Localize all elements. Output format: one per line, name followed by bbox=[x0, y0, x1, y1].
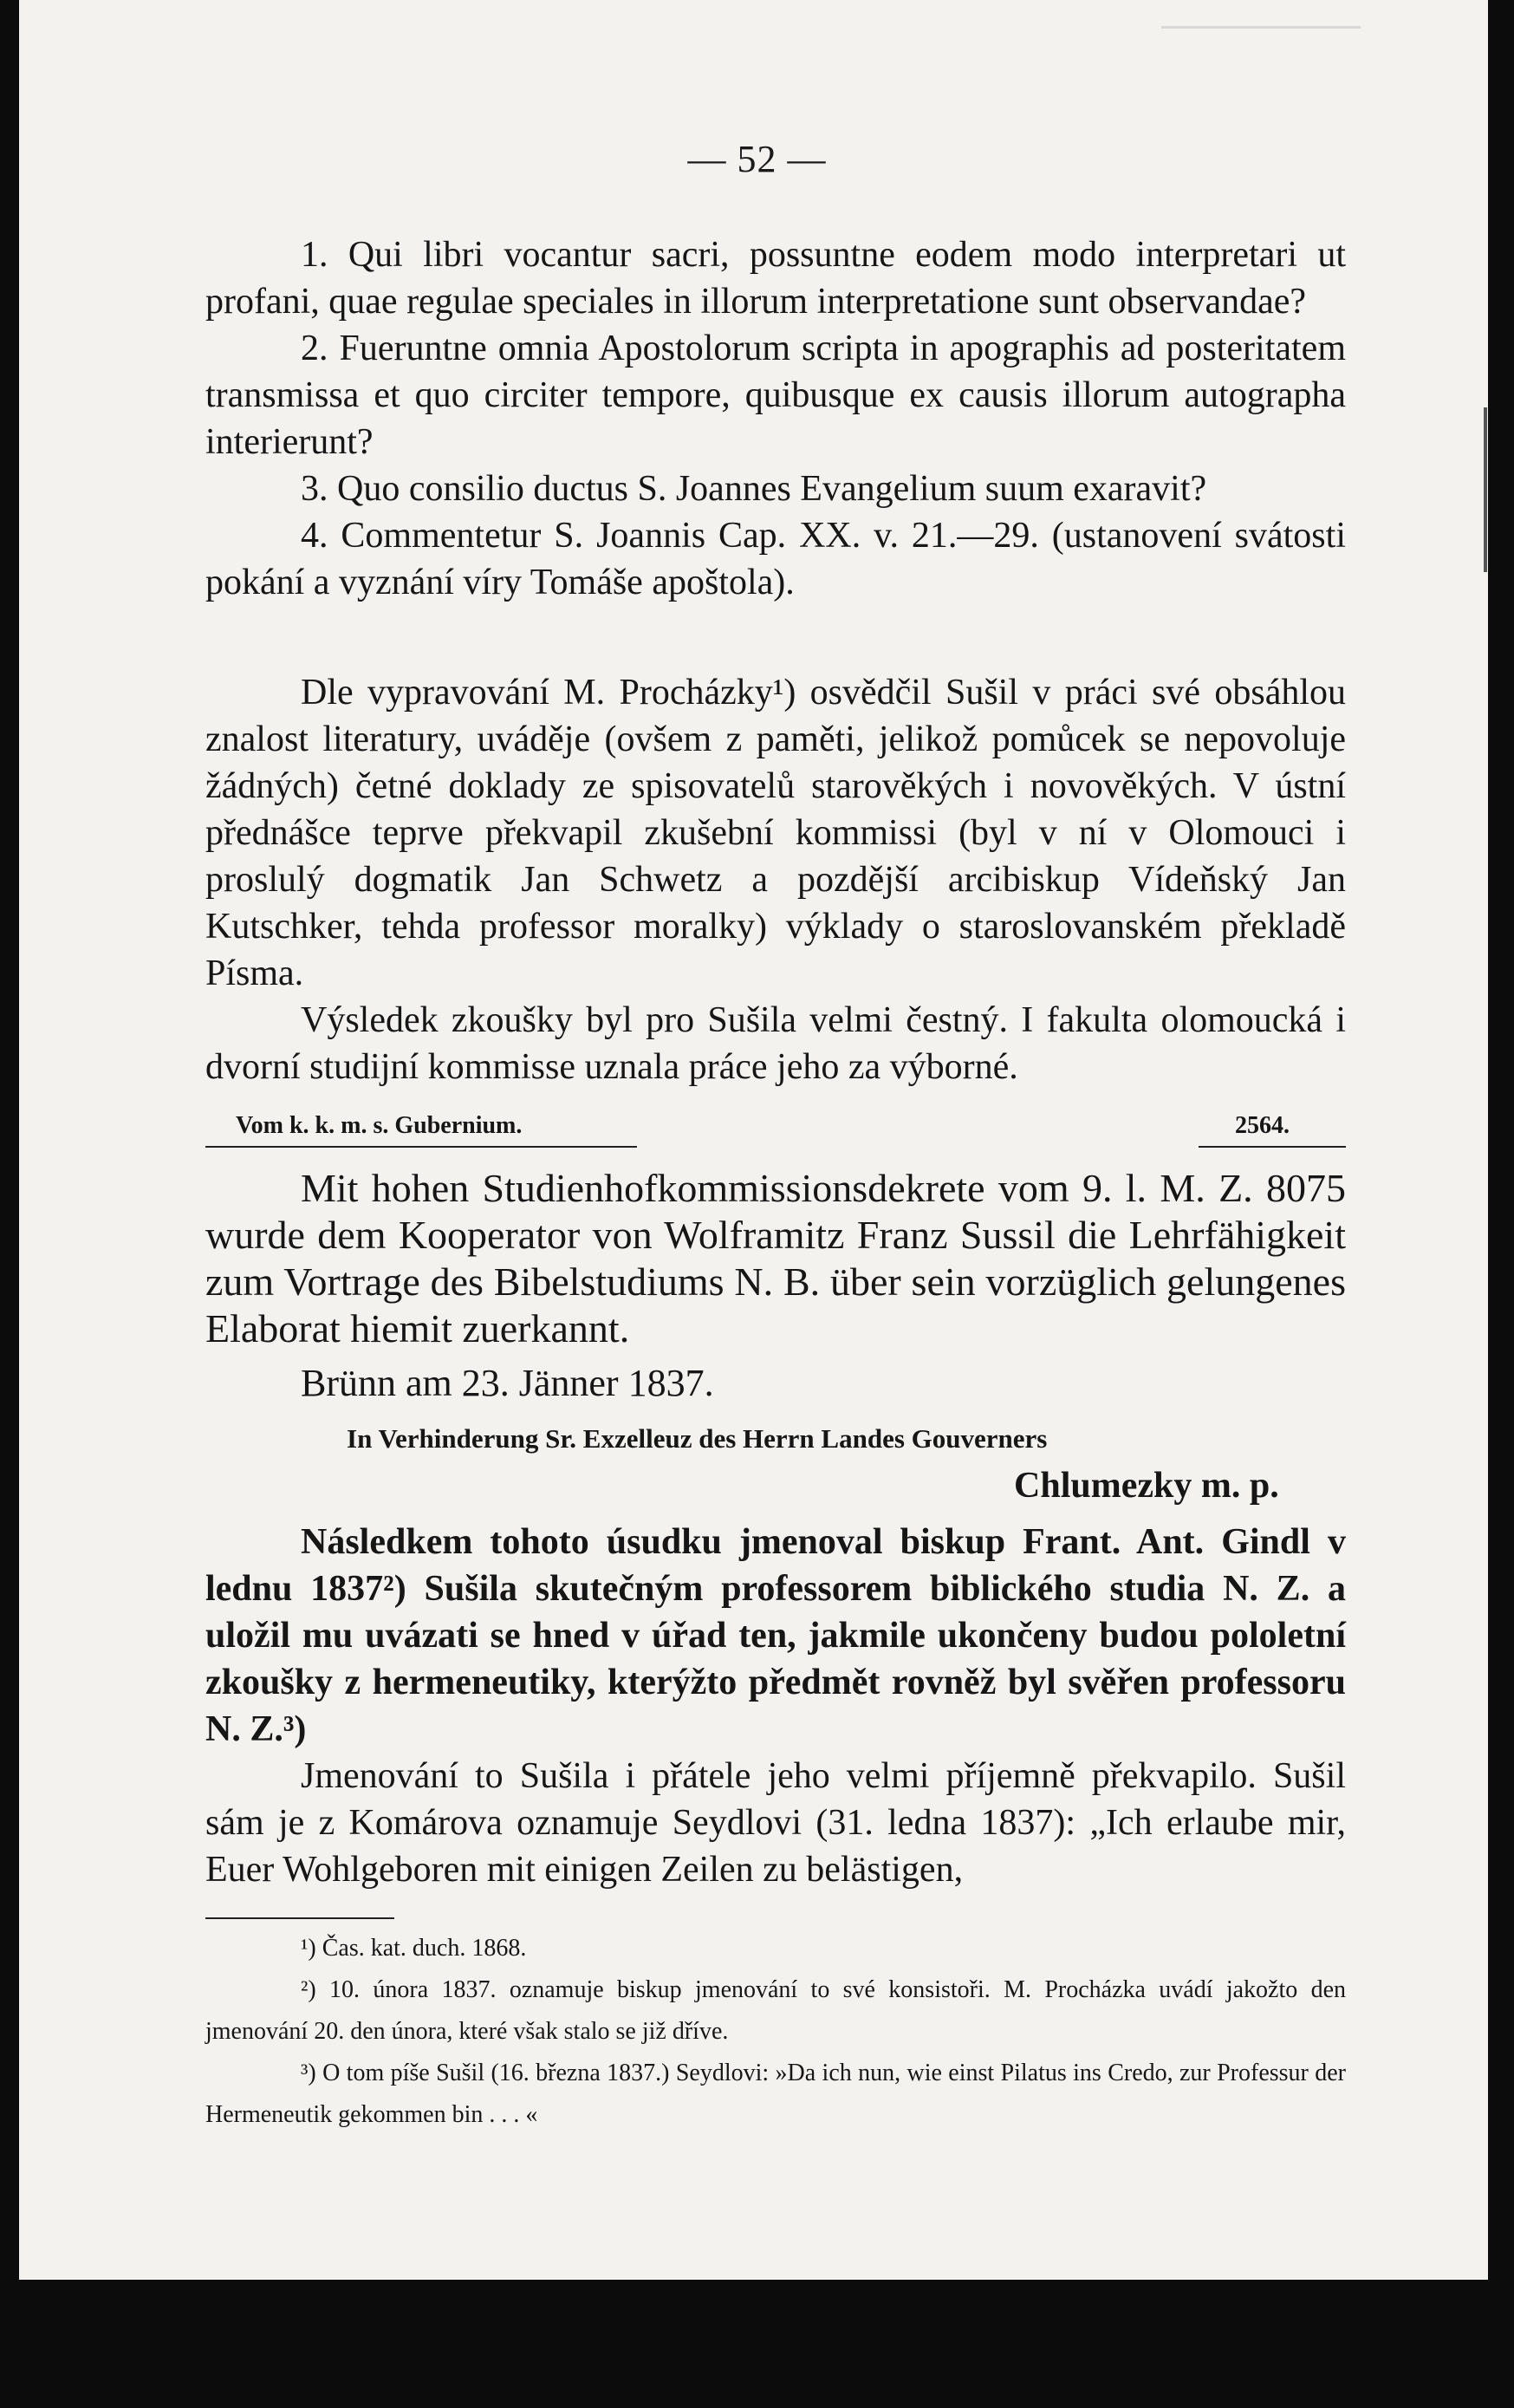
decree-header-authority: Vom k. k. m. s. Gubernium. bbox=[236, 1112, 523, 1139]
decree-on-behalf: In Verhinderung Sr. Exzelleuz des Herrn Landes Gouverners bbox=[347, 1423, 1048, 1454]
paragraph-appointment: Následkem tohoto úsudku jmenoval biskup Frant. Ant. Gindl v lednu 1837²) Sušila skutečným professorem biblického studia N. Z. a uložil mu uvázati se hned v úřad ten, jakmile ukončeny budou pololetní zkoušky z hermeneutiky, kterýžto předmět rovněž byl svěřen professoru N. Z.³) bbox=[205, 1522, 1346, 1749]
decree-text: Mit hohen Studienhofkommissionsdekrete vom 9. l. M. Z. 8075 wurde dem Kooperator von Wolframitz Franz Sussil die Lehrfähigkeit zum Vortrage des Bibelstudiums N. B. über sein vorzüglich gelungenes Elaborat hiemit zuerkannt. bbox=[205, 1166, 1346, 1350]
footnote-1: ¹) Čas. kat. duch. 1868. bbox=[301, 1935, 527, 1962]
decree-text-block bbox=[205, 1165, 1346, 1352]
scan-edge-mark bbox=[1484, 407, 1487, 572]
narrative-block-2 bbox=[205, 1519, 1346, 1893]
paragraph-reaction: Jmenování to Sušila i přátele jeho velmi příjemně překvapilo. Sušil sám je z Komárova oznamuje Seydlovi (31. ledna 1837): „Ich erlaube mir, Euer Wohlgeboren mit einigen Zeilen zu belästigen, bbox=[205, 1756, 1346, 1890]
footnote-3: ³) O tom píše Sušil (16. března 1837.) Seydlovi: »Da ich nun, wie einst Pilatus ins Credo, zur Professur der Hermeneutik gekommen bin . . . « bbox=[205, 2060, 1346, 2128]
decree-header-rule-left bbox=[205, 1146, 637, 1148]
footnote-2: ²) 10. února 1837. oznamuje biskup jmenování to své konsistoři. M. Procházka uvádí jakožto den jmenování 20. den února, které však stalo se již dříve. bbox=[205, 1976, 1346, 2045]
question-1: 1. Qui libri vocantur sacri, possuntne eodem modo interpretari ut profani, quae regulae speciales in illorum interpretatione sunt observandae? bbox=[205, 235, 1346, 322]
decree-date: Brünn am 23. Jänner 1837. bbox=[301, 1362, 714, 1404]
paragraph-exam-report: Dle vypravování M. Procházky¹) osvědčil Sušil v práci své obsáhlou znalost literatury, uváděje (ovšem z paměti, jelikož pomůcek se nepovoluje žádných) četné doklady ze spisovatelů starověkých i novověkých. V ústní přednášce teprve překvapil zkušební kommissi (byl v ní v Olomouci i proslulý dogmatik Jan Schwetz a pozdější arcibiskup Vídeňský Jan Kutschker, tehda professor moralky) výklady o staroslovanském překladě Písma. bbox=[205, 673, 1346, 993]
question-3: 3. Quo consilio ductus S. Joannes Evangelium suum exaravit? bbox=[301, 469, 1207, 509]
exam-questions bbox=[205, 231, 1346, 606]
footnote-rule bbox=[205, 1917, 394, 1919]
question-2: 2. Fueruntne omnia Apostolorum scripta in apographis ad posteritatem transmissa et quo circiter tempore, quibusque ex causis illorum autographa interierunt? bbox=[205, 329, 1346, 462]
page-number: — 52 — bbox=[687, 138, 827, 180]
footnotes bbox=[205, 1928, 1346, 2136]
decree-header-number: 2564. bbox=[1235, 1112, 1290, 1139]
paragraph-exam-result: Výsledek zkoušky byl pro Sušila velmi čestný. I fakulta olomoucká i dvorní studijní kommisse uznala práce jeho za výborné. bbox=[205, 1000, 1346, 1087]
narrative-block bbox=[205, 669, 1346, 1090]
question-4: 4. Commentetur S. Joannis Cap. XX. v. 21.—29. (ustanovení svátosti pokání a vyznání víry Tomáše apoštola). bbox=[205, 516, 1346, 602]
decree-header-rule-right bbox=[1199, 1146, 1346, 1148]
scan-edge-mark bbox=[1161, 26, 1361, 29]
decree-signature: Chlumezky m. p. bbox=[1014, 1466, 1279, 1506]
